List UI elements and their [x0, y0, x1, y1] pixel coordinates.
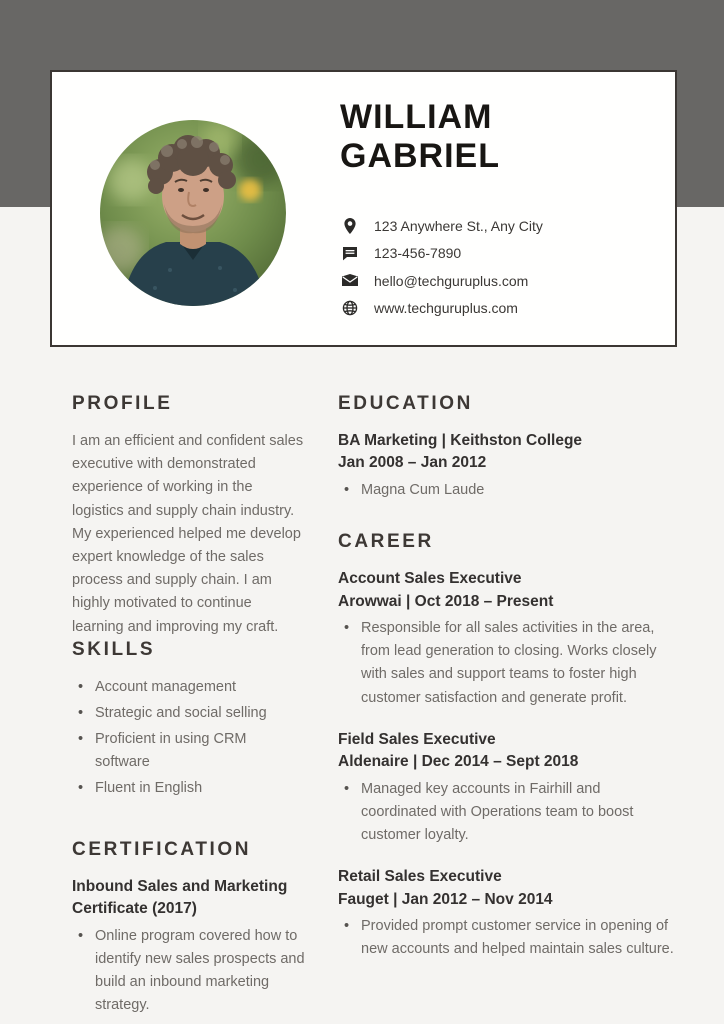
education-entry	[338, 430, 675, 502]
job-bullets	[338, 915, 675, 961]
career-entry	[338, 729, 675, 848]
contact-email-text: hello@techguruplus.com	[374, 272, 529, 289]
envelope-icon	[342, 273, 358, 289]
contact-website	[342, 295, 543, 323]
profile-photo	[100, 120, 286, 306]
education-bullet: • Magna Cum Laude	[338, 479, 675, 502]
name-line1: WILLIAM	[340, 98, 493, 136]
job-header	[338, 729, 675, 774]
section-heading-education: EDUCATION	[338, 393, 473, 414]
certification-bullets	[72, 925, 305, 1018]
contact-phone-text: 123-456-7890	[374, 245, 462, 262]
section-heading-career: CAREER	[338, 531, 434, 553]
skill-item: • Proficient in using CRM software	[72, 728, 305, 774]
job-company-dates: Fauget | Jan 2012 – Nov 2014	[338, 890, 553, 908]
job-title: Account Sales Executive	[338, 570, 522, 588]
skill-item: • Fluent in English	[72, 777, 305, 800]
name-line2: GABRIEL	[340, 137, 500, 176]
certification-title: Inbound Sales and Marketing Certificate (2017)	[72, 877, 288, 918]
skill-item: • Strategic and social selling	[72, 702, 305, 725]
job-bullets	[338, 617, 675, 710]
education-degree	[338, 430, 675, 475]
location-pin-icon	[342, 218, 358, 234]
profile-photo-illustration	[100, 120, 286, 306]
left-column	[72, 393, 305, 1020]
contact-list	[342, 212, 543, 322]
contact-website-text: www.techguruplus.com	[374, 300, 518, 317]
career-entry	[338, 568, 675, 710]
education-bullets	[338, 479, 675, 502]
right-column	[338, 393, 675, 965]
job-company-dates: Arowwai | Oct 2018 – Present	[338, 592, 554, 610]
job-title: Field Sales Executive	[338, 730, 496, 748]
certification-bullet: • Online program covered how to identify new sales prospects and build an inbound marketing strategy.	[72, 925, 305, 1018]
candidate-name	[340, 98, 500, 177]
job-header	[338, 866, 675, 911]
globe-icon	[342, 300, 358, 316]
job-header	[338, 568, 675, 613]
job-bullet: • Provided prompt customer service in opening of new accounts and helped maintain sales culture.	[338, 915, 675, 961]
education-title: BA Marketing | Keithston College	[338, 432, 583, 449]
job-bullet: • Responsible for all sales activities in the area, from lead generation to closing. Works closely with sales and support teams to foster high customer satisfaction and generate profit.	[338, 617, 675, 710]
section-heading-profile: PROFILE	[72, 393, 173, 414]
job-bullets	[338, 778, 675, 848]
certification-entry	[72, 876, 305, 1018]
career-entry	[338, 866, 675, 961]
education-dates: Jan 2008 – Jan 2012	[338, 454, 487, 472]
job-bullet: • Managed key accounts in Fairhill and coordinated with Operations team to boost customer loyalty.	[338, 778, 675, 848]
job-title: Retail Sales Executive	[338, 868, 502, 886]
contact-email	[342, 267, 543, 295]
profile-text: I am an efficient and confident sales executive with demonstrated experience of working in the logistics and supply chain industry. My experienced helped me develop expert knowledge of the sales process and supply chain. I am highly motivated to continue learning and improving my craft.	[72, 433, 304, 635]
section-heading-certification: CERTIFICATION	[72, 838, 252, 860]
contact-phone	[342, 240, 543, 268]
job-company-dates: Aldenaire | Dec 2014 – Sept 2018	[338, 753, 579, 771]
skills-list	[72, 676, 305, 801]
section-heading-skills: SKILLS	[72, 638, 156, 660]
contact-address-text: 123 Anywhere St., Any City	[374, 217, 543, 234]
message-icon	[342, 245, 358, 261]
contact-address	[342, 212, 543, 240]
skill-item: • Account management	[72, 676, 305, 699]
header-card	[50, 70, 677, 347]
